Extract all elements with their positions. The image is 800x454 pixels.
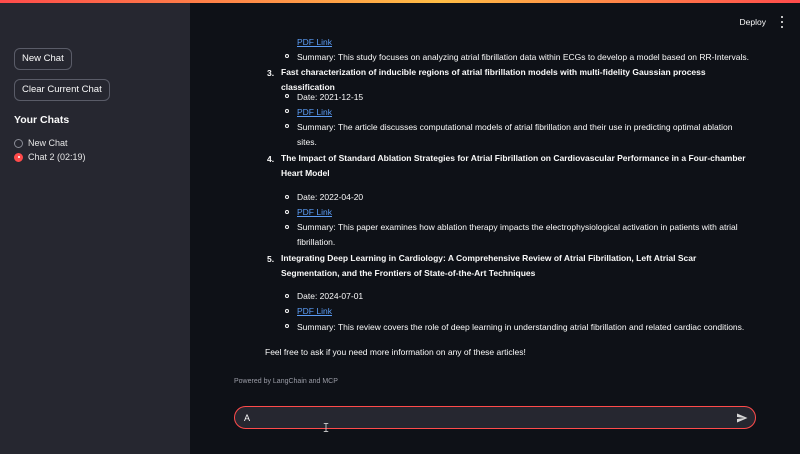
summary-text-cont: fibrillation. (297, 237, 336, 247)
radio-selected-icon[interactable] (14, 153, 23, 162)
date-text: Date: 2022-04-20 (297, 192, 364, 202)
chat-input-box[interactable] (234, 406, 756, 429)
powered-by-text: Powered by LangChain and MCP (234, 378, 338, 385)
top-decoration-bar (0, 0, 800, 3)
summary-text: Summary: The article discusses computational models of atrial fibrillation and their use in predicting optimal ablation (297, 122, 733, 132)
send-icon[interactable] (736, 412, 748, 424)
chat-radio-label: New Chat (28, 138, 68, 148)
pdf-link[interactable]: PDF Link (297, 37, 332, 47)
bullet-icon (285, 225, 289, 229)
your-chats-heading: Your Chats (14, 114, 70, 126)
chat-radio-new-chat[interactable] (14, 138, 68, 148)
sidebar (0, 0, 190, 454)
kebab-menu-icon[interactable] (778, 16, 786, 28)
deploy-button[interactable]: Deploy (739, 17, 766, 27)
date-text: Date: 2021-12-15 (297, 92, 364, 102)
chat-input[interactable] (244, 409, 724, 427)
bullet-icon (285, 210, 289, 214)
summary-text: Summary: This review covers the role of deep learning in understanding atrial fibrillation and related cardiac conditions. (297, 322, 745, 332)
closing-text: Feel free to ask if you need more information on any of these articles! (265, 347, 526, 357)
date-text: Date: 2024-07-01 (297, 291, 364, 301)
article-title: Integrating Deep Learning in Cardiology: A Comprehensive Review of Atrial Fibrillation, Left Atrial Scar Segmentation, and the Frontiers of State-of-the-Art Techniques (281, 253, 697, 278)
text-cursor-icon (323, 423, 329, 432)
bullet-icon (285, 294, 289, 298)
pdf-link[interactable]: PDF Link (297, 107, 332, 117)
bullet-icon (285, 309, 289, 313)
summary-text: Summary: This paper examines how ablation therapy impacts the electrophysiological activation in patients with atrial (297, 222, 738, 232)
bullet-icon (285, 94, 289, 98)
summary-text-cont: sites. (297, 137, 317, 147)
main-area (190, 0, 800, 454)
new-chat-button[interactable]: New Chat (14, 48, 72, 70)
article-title: Fast characterization of inducible regions of atrial fibrillation models with multi-fidelity Gaussian process classification (281, 67, 706, 92)
bullet-icon (285, 109, 289, 113)
list-number: 4. (267, 154, 275, 164)
list-number: 3. (267, 68, 275, 78)
list-number: 5. (267, 254, 275, 264)
radio-unselected-icon[interactable] (14, 139, 23, 148)
article-title: The Impact of Standard Ablation Strategies for Atrial Fibrillation on Cardiovascular Performance in a Four-chamber Heart Model (281, 153, 746, 178)
summary-text: Summary: This study focuses on analyzing atrial fibrillation data within ECGs to develop a model based on RR-Intervals. (297, 52, 749, 62)
chat-radio-label: Chat 2 (02:19) (28, 152, 86, 162)
bullet-icon (285, 124, 289, 128)
chat-radio-chat-2[interactable] (14, 152, 86, 162)
pdf-link[interactable]: PDF Link (297, 306, 332, 316)
pdf-link[interactable]: PDF Link (297, 207, 332, 217)
bullet-icon (285, 324, 289, 328)
bullet-icon (285, 195, 289, 199)
clear-current-chat-button[interactable]: Clear Current Chat (14, 79, 110, 101)
bullet-icon (285, 54, 289, 58)
